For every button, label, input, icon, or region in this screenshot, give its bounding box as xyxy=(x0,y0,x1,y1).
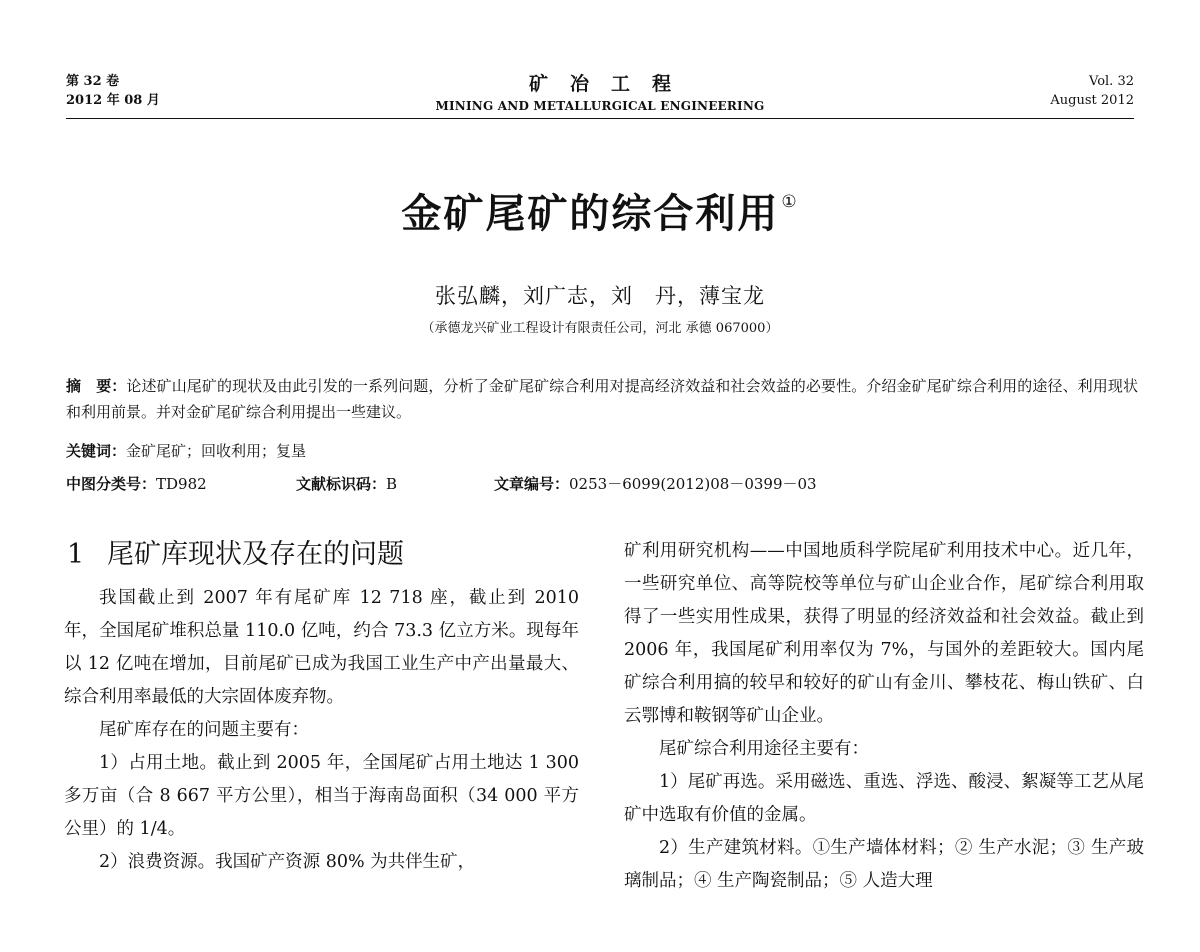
doc-value: B xyxy=(386,475,398,493)
date-en: August 2012 xyxy=(1050,93,1134,108)
paragraph: 尾矿综合利用途径主要有： xyxy=(659,739,869,759)
paragraph: 矿利用研究机构——中国地质科学院尾矿利用技术中心。近几年，一些研究单位、高等院校等单位与矿山企业合作，尾矿综合利用取得了一些实用性成果，获得了明显的经济效益和社会效益。截止到 2006 年，我国尾矿利用率仅为 7%，与国外的差距较大。国内尾矿综合利用搞的较早和较好的矿山有金川、攀枝花、梅山铁矿、白云鄂博和鞍钢等矿山企业。 xyxy=(624,541,1144,726)
article-value: 0253－6099(2012)08－0399－03 xyxy=(569,475,817,493)
abstract-text: 论述矿山尾矿的现状及由此引发的一系列问题，分析了金矿尾矿综合利用对提高经济效益和社会效益的必要性。介绍金矿尾矿综合利用的途径、利用现状和利用前景。并对金矿尾矿综合利用提出一些建议。 xyxy=(66,377,1138,421)
paragraph: 2）生产建筑材料。①生产墙体材料；② 生产水泥；③ 生产玻璃制品；④ 生产陶瓷制品；⑤ 人造大理 xyxy=(624,838,1144,891)
volume-en: Vol. 32 xyxy=(1089,74,1134,89)
header-right xyxy=(1050,72,1134,110)
keywords-label: 关键词： xyxy=(66,442,127,460)
header-rule xyxy=(66,118,1134,119)
paragraph: 尾矿库存在的问题主要有： xyxy=(99,720,309,740)
section-number: 1 xyxy=(67,539,85,570)
body-column-left xyxy=(64,535,579,879)
running-header xyxy=(66,72,1134,124)
keywords-text: 金矿尾矿；回收利用；复垦 xyxy=(126,442,307,460)
clc-value: TD982 xyxy=(156,475,207,493)
abstract-label: 摘 要： xyxy=(66,377,127,395)
journal-name-en: MINING AND METALLURGICAL ENGINEERING xyxy=(435,99,765,113)
journal-name-cn: 矿冶工程 xyxy=(528,73,693,95)
article-label: 文章编号： xyxy=(494,475,570,493)
volume-cn: 第 32 卷 xyxy=(66,74,120,89)
paragraph: 我国截止到 2007 年有尾矿库 12 718 座，截止到 2010 年，全国尾矿堆积总量 110.0 亿吨，约合 73.3 亿立方米。现每年以 12 亿吨在增加，目前尾矿已成为我国工业生产中产出量最大、综合利用率最低的大宗固体废弃物。 xyxy=(64,588,579,707)
abstract xyxy=(66,373,1138,425)
article-title xyxy=(0,182,1200,239)
clc-number xyxy=(66,471,207,497)
paragraph: 1）占用土地。截止到 2005 年，全国尾矿占用土地达 1 300 多万亩（合 8 667 平方公里），相当于海南岛面积（34 000 平方公里）的 1/4。 xyxy=(64,753,579,839)
document-code xyxy=(296,471,397,497)
paragraph: 2）浪费资源。我国矿产资源 80% 为共伴生矿， xyxy=(99,852,476,872)
section-heading xyxy=(64,535,579,575)
date-cn: 2012 年 08 月 xyxy=(66,93,160,108)
author-list: 张弘麟，刘广志，刘 丹，薄宝龙 xyxy=(435,284,765,308)
article-title-text: 金矿尾矿的综合利用 xyxy=(401,191,780,237)
keywords xyxy=(66,438,1138,464)
article-number xyxy=(494,471,817,497)
title-footnote-mark: ① xyxy=(781,192,799,212)
header-center xyxy=(66,72,1134,115)
doc-label: 文献标识码： xyxy=(296,475,387,493)
paragraph: 1）尾矿再选。采用磁选、重选、浮选、酸浸、絮凝等工艺从尾矿中选取有价值的金属。 xyxy=(624,772,1144,825)
clc-label: 中图分类号： xyxy=(66,475,157,493)
section-title: 尾矿库现状及存在的问题 xyxy=(107,539,404,570)
body-column-right xyxy=(624,535,1144,898)
affiliation: （承德龙兴矿业工程设计有限责任公司，河北 承德 067000） xyxy=(421,321,779,336)
